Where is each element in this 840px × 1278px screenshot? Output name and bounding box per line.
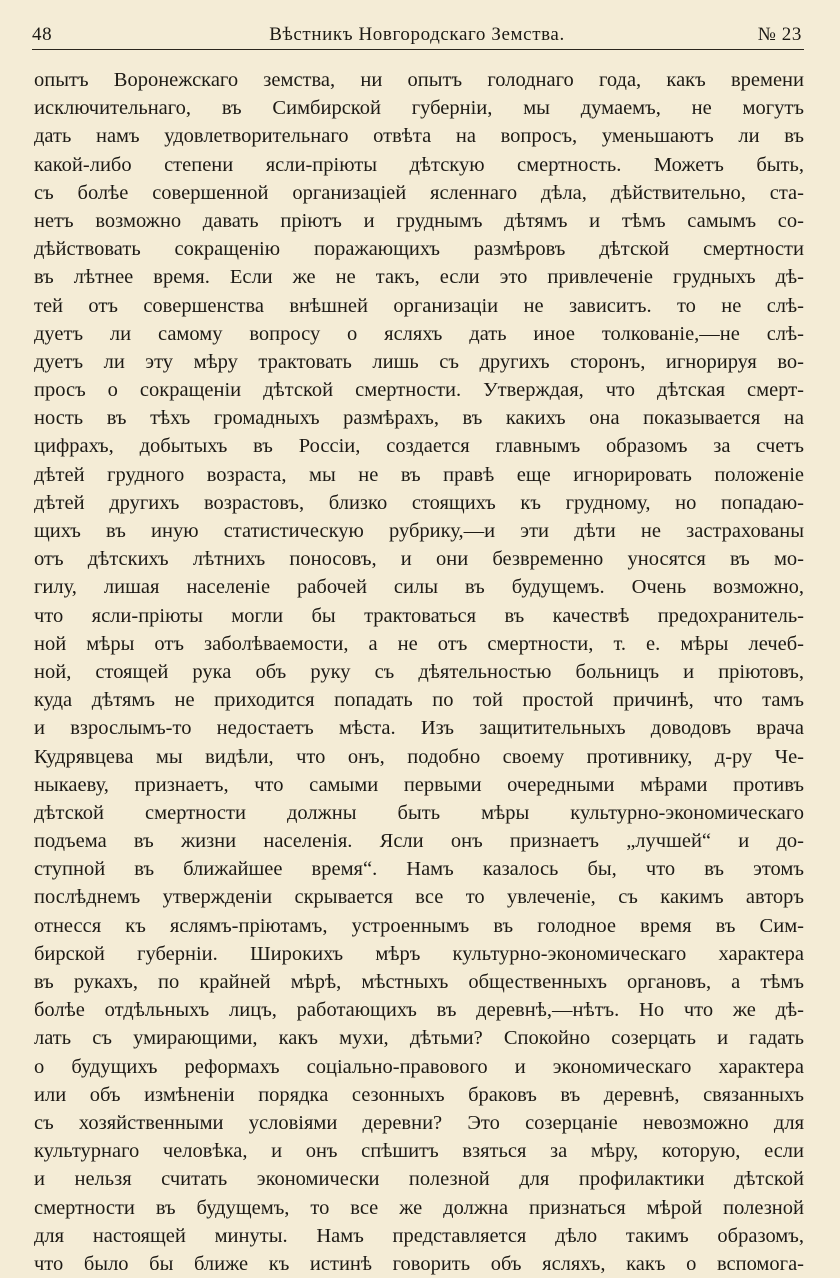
text-line: дѣтской смертности должны быть мѣры культурно-экономическаго [34,801,804,824]
text-line: смертности въ будущемъ, то все же должна признаться мѣрой полезной [34,1196,804,1219]
text-line: опытъ Воронежскаго земства, ни опытъ голоднаго года, какъ времени [34,69,804,91]
text-line: ныкаеву, признаетъ, что самыми первыми очередными мѣрами противъ [34,773,804,796]
text-line: какой-либо степени ясли-пріюты дѣтскую смертность. Можетъ быть, [34,153,804,176]
text-line: гилу, лишая населеніе рабочей силы въ будущемъ. Очень возможно, [34,576,804,599]
text-line: въ лѣтнее время. Если же не такъ, если это привлеченіе грудныхъ дѣ- [34,266,804,289]
text-line: культурнаго человѣка, и онъ спѣшитъ взяться за мѣру, которую, если [34,1140,804,1163]
text-line: лать съ умирающими, какъ мухи, дѣтьми? Спокойно созерцать и гадать [34,1027,804,1050]
text-line: дать намъ удовлетворительнаго отвѣта на вопросъ, уменьшаютъ ли въ [34,125,804,148]
text-line: и взрослымъ-то недостаетъ мѣста. Изъ защитительныхъ доводовъ врача [34,717,804,740]
text-line: исключительнаго, въ Симбирской губерніи, мы думаемъ, не могутъ [34,97,804,120]
text-line: нетъ возможно давать пріютъ и груднымъ дѣтямъ и тѣмъ самымъ со- [34,209,804,232]
text-line: ной, стоящей рука объ руку съ дѣятельностью больницъ и пріютовъ, [34,660,804,683]
text-line: для настоящей минуты. Намъ представляется дѣло такимъ образомъ, [34,1224,804,1247]
text-line: о будущихъ реформахъ соціально-правового и экономическаго характера [34,1055,804,1078]
text-line: тей отъ совершенства внѣшней организаціи не зависитъ. то не слѣ- [34,294,804,317]
text-line: отъ дѣтскихъ лѣтнихъ поносовъ, и они безвременно уносятся въ мо- [34,548,804,571]
text-line: дуетъ ли эту мѣру трактовать лишь съ другихъ сторонъ, игнорируя во- [34,350,804,373]
text-line: бирской губерніи. Широкихъ мѣръ культурно-экономическаго характера [34,942,804,965]
header-rule [32,49,804,50]
text-line: или объ измѣненіи порядка сезонныхъ браковъ въ деревнѣ, связанныхъ [34,1083,804,1106]
text-line: съ хозяйственными условіями деревни? Это созерцаніе невозможно для [34,1111,804,1134]
running-head [32,22,802,48]
text-line: ность въ тѣхъ громадныхъ размѣрахъ, въ какихъ она показывается на [34,407,804,430]
text-line: куда дѣтямъ не приходится попадать по той простой причинѣ, что тамъ [34,689,804,712]
text-line: дуетъ ли самому вопросу о ясляхъ дать иное толкованіе,—не слѣ- [34,322,804,345]
text-line: дѣтей грудного возраста, мы не въ правѣ еще игнорировать положеніе [34,463,804,486]
journal-title: Вѣстникъ Новгородскаго Земства. [269,24,565,45]
text-line: Кудрявцева мы видѣли, что онъ, подобно своему противнику, д-ру Че- [34,745,804,768]
text-line: въ рукахъ, по крайней мѣрѣ, мѣстныхъ общественныхъ органовъ, а тѣмъ [34,971,804,993]
text-line: послѣднемъ утвержденіи скрывается все то увлеченіе, съ какимъ авторъ [34,886,804,909]
text-line: и нельзя считать экономически полезной для профилактики дѣтской [34,1168,804,1191]
text-line: дѣтей другихъ возрастовъ, близко стоящихъ къ грудному, но попадаю- [34,491,804,514]
issue-number: № 23 [757,24,802,45]
text-line: ной мѣры отъ заболѣваемости, а не отъ смертности, т. е. мѣры лечеб- [34,632,804,655]
text-line: болѣе отдѣльныхъ лицъ, работающихъ въ деревнѣ,—нѣтъ. Но что же дѣ- [34,999,804,1022]
text-line: дѣйствовать сокращенію поражающихъ размѣровъ дѣтской смертности [34,238,804,261]
text-line: подъема въ жизни населенія. Ясли онъ признаетъ „лучшей“ и до- [34,830,804,853]
text-line: щихъ въ иную статистическую рубрику,—и эти дѣти не застрахованы [34,520,804,542]
text-line: ступной въ ближайшее время“. Намъ казалось бы, что въ этомъ [34,858,804,881]
text-line: что ясли-пріюты могли бы трактоваться въ качествѣ предохранитель- [34,604,804,627]
body-text [34,66,804,1278]
text-line: цифрахъ, добытыхъ въ Россіи, создается главнымъ образомъ за счетъ [34,435,804,458]
page-number: 48 [32,24,53,45]
text-line: просъ о сокращеніи дѣтской смертности. Утверждая, что дѣтская смерт- [34,379,804,402]
text-line: съ болѣе совершенной организаціей ясленнаго дѣла, дѣйствительно, ста- [34,181,804,204]
text-line: отнесся къ яслямъ-пріютамъ, устроеннымъ въ голодное время въ Сим- [34,914,804,937]
text-line: что было бы ближе къ истинѣ говорить объ ясляхъ, какъ о вспомога- [34,1252,804,1275]
